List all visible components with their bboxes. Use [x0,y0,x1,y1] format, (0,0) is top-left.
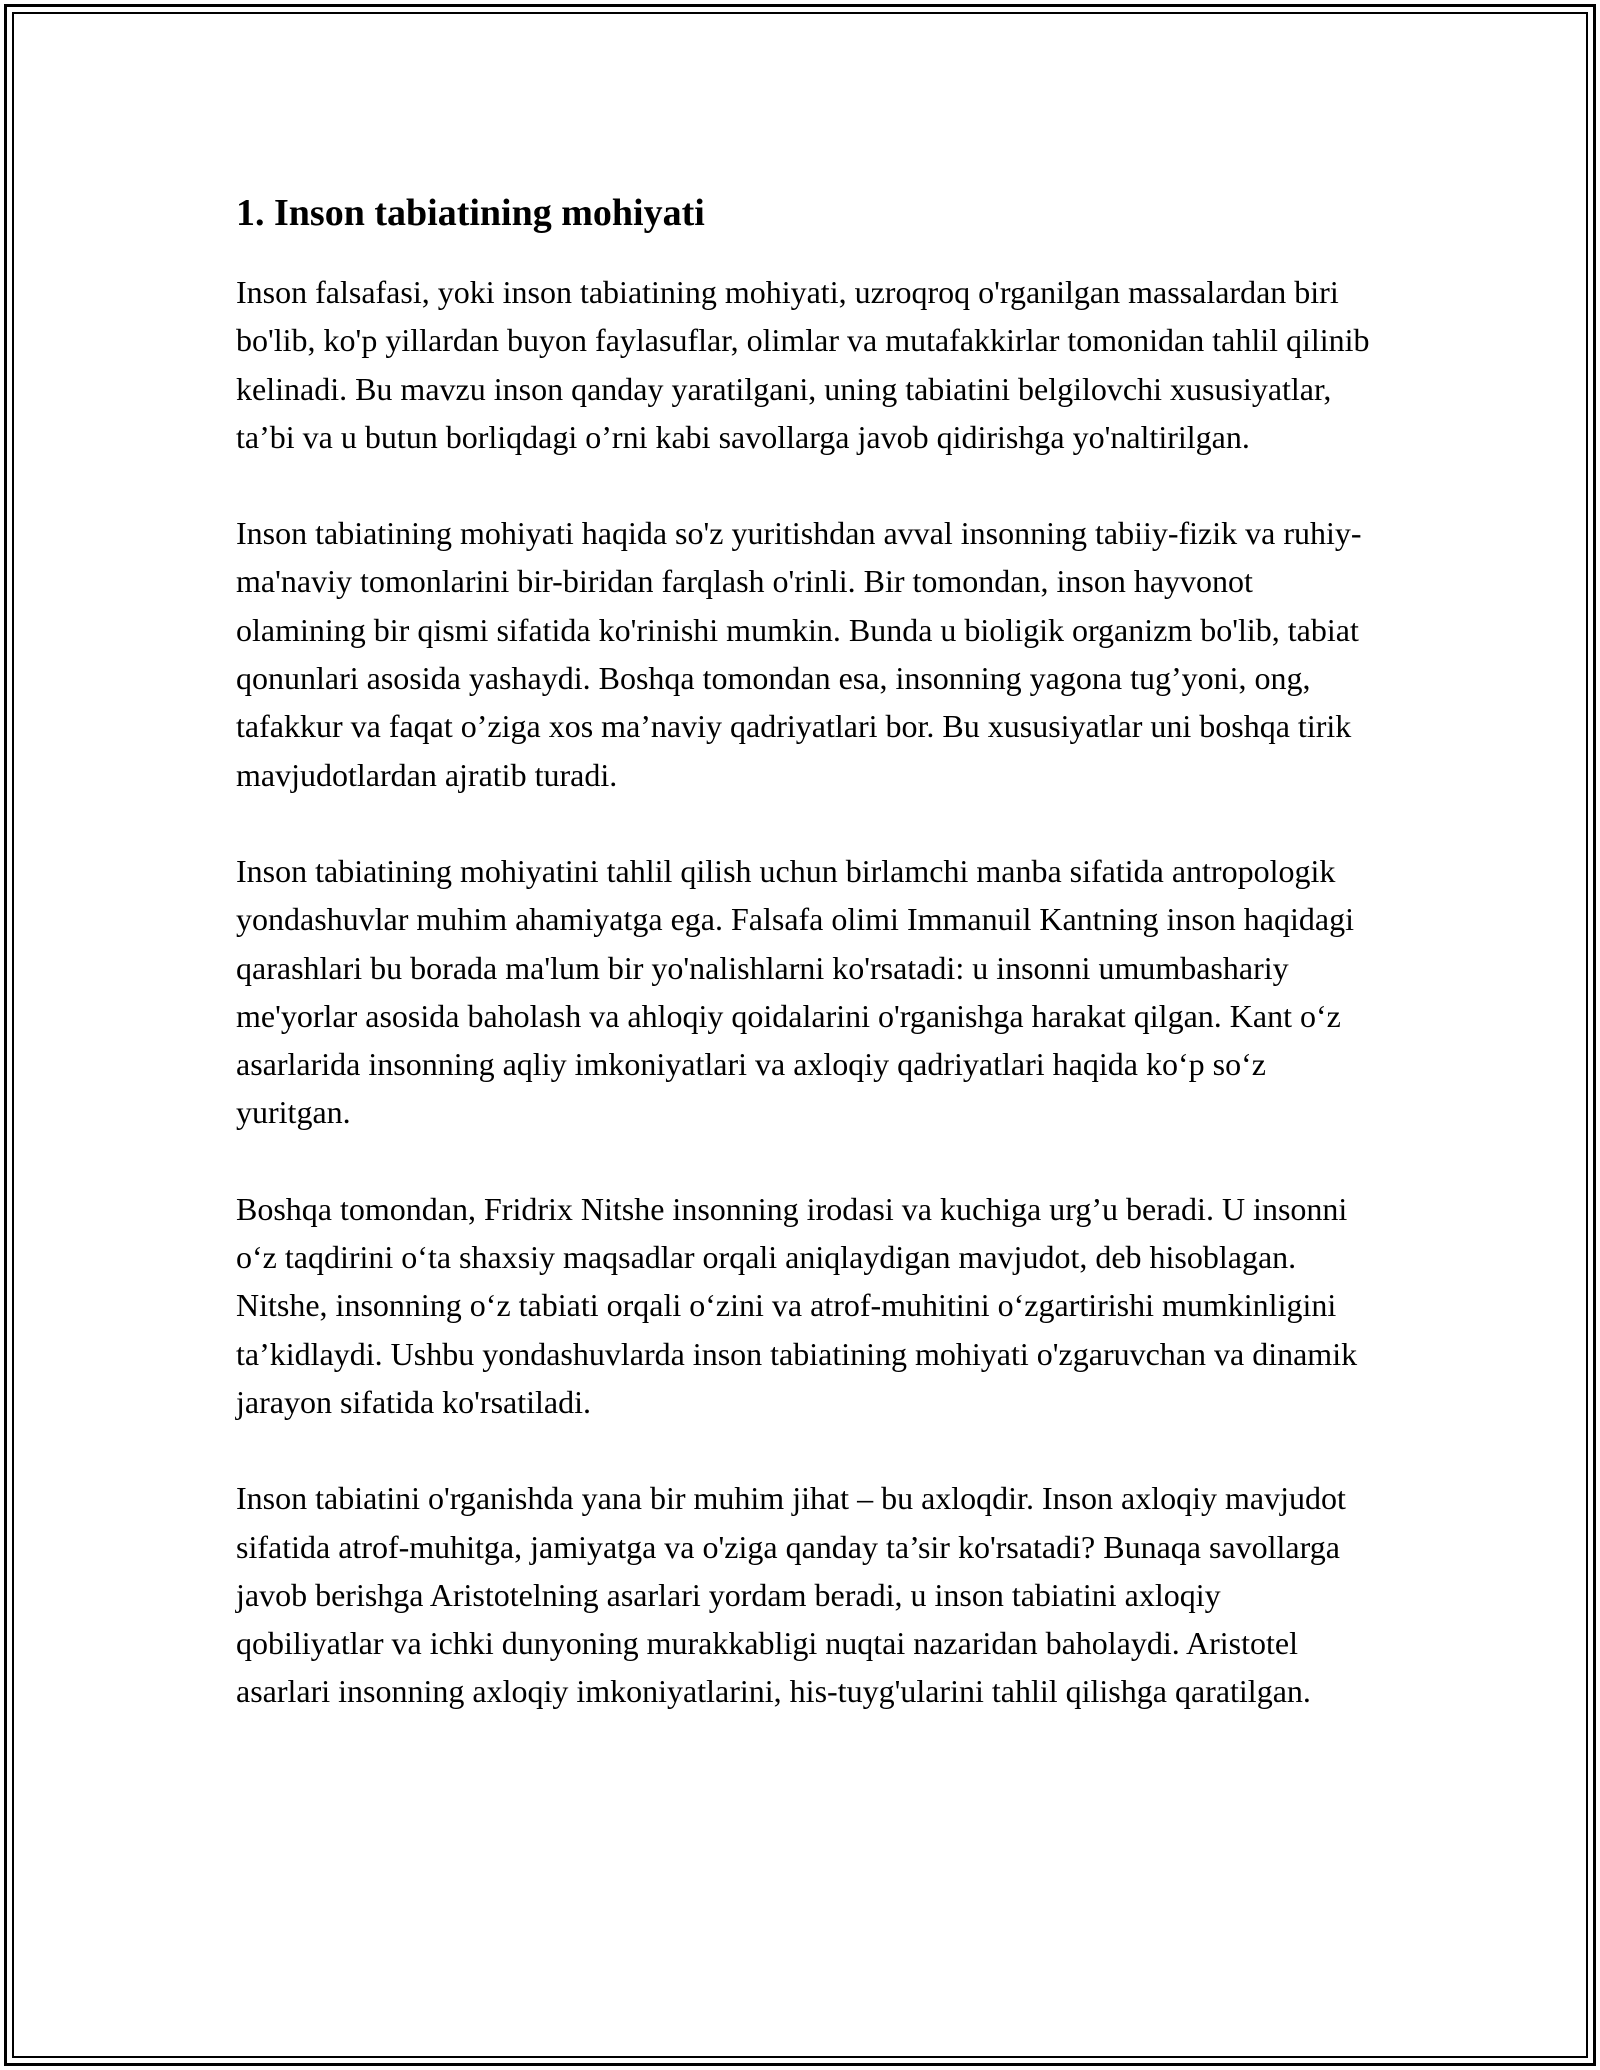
paragraph-5: Inson tabiatini o'rganishda yana bir muhim jihat – bu axloqdir. Inson axloqiy mavjudot sifatida atrof-muhitga, jamiyatga va o'ziga qanday ta’sir ko'rsatadi? Bunaqa savollarga javob berishga Aristotelning asarlari yordam beradi, u inson tabiatini axloqiy qobiliyatlar va ichki dunyoning murakkabligi nuqtai nazaridan baholaydi. Aristotel asarlari insonning axloqiy imkoniyatlarini, his-tuyg'ularini tahlil qilishga qaratilgan. [236,1480,1346,1710]
paragraph-2: Inson tabiatining mohiyati haqida so'z yuritishdan avval insonning tabiiy-fizik va ruhiy-ma'naviy tomonlarini bir-biridan farqlash o'rinli. Bir tomondan, inson hayvonot olamining bir qismi sifatida ko'rinishi mumkin. Bunda u bioligik organizm bo'lib, tabiat qonunlari asosida yashaydi. Boshqa tomondan esa, insonning yagona tug’yoni, ong, tafakkur va faqat o’ziga xos ma’naviy qadriyatlari bor. Bu xususiyatlar uni boshqa tirik mavjudotlardan ajratib turadi. [236,515,1362,793]
paragraph-3: Inson tabiatining mohiyatini tahlil qilish uchun birlamchi manba sifatida antropologik yondashuvlar muhim ahamiyatga ega. Falsafa olimi Immanuil Kantning inson haqidagi qarashlari bu borada ma'lum bir yo'nalishlarni ko'rsatadi: u insonni umumbashariy me'yorlar asosida baholash va ahloqiy qoidalarini o'rganishga harakat qilgan. Kant o‘z asarlarida insonning aqliy imkoniyatlari va axloqiy qadriyatlari haqida ko‘p so‘z yuritgan. [236,852,1354,1131]
paragraph-1: Inson falsafasi, yoki inson tabiatining mohiyati, uzroqroq o'rganilgan massalardan biri bo'lib, ko'p yillardan buyon faylasuflar, olimlar va mutafakkirlar tomonidan tahlil qilinib kelinadi. Bu mavzu inson qanday yaratilgani, uning tabiatini belgilovchi xususiyatlar, ta’bi va u butun borliqdagi o’rni kabi savollarga javob qidirishga yo'naltirilgan. [236,274,1370,455]
section-heading: 1. Inson tabiatining mohiyati [236,192,705,234]
paragraph-4: Boshqa tomondan, Fridrix Nitshe insonning irodasi va kuchiga urg’u beradi. U insonni o‘z taqdirini o‘ta shaxsiy maqsadlar orqali aniqlaydigan mavjudot, deb hisoblagan. Nitshe, insonning o‘z tabiati orqali o‘zini va atrof-muhitini o‘zgartirishi mumkinligini ta’kidlaydi. Ushbu yondashuvlarda inson tabiatining mohiyati o'zgaruvchan va dinamik jarayon sifatida ko'rsatiladi. [236,1190,1358,1420]
document-body [236,188,1376,1764]
